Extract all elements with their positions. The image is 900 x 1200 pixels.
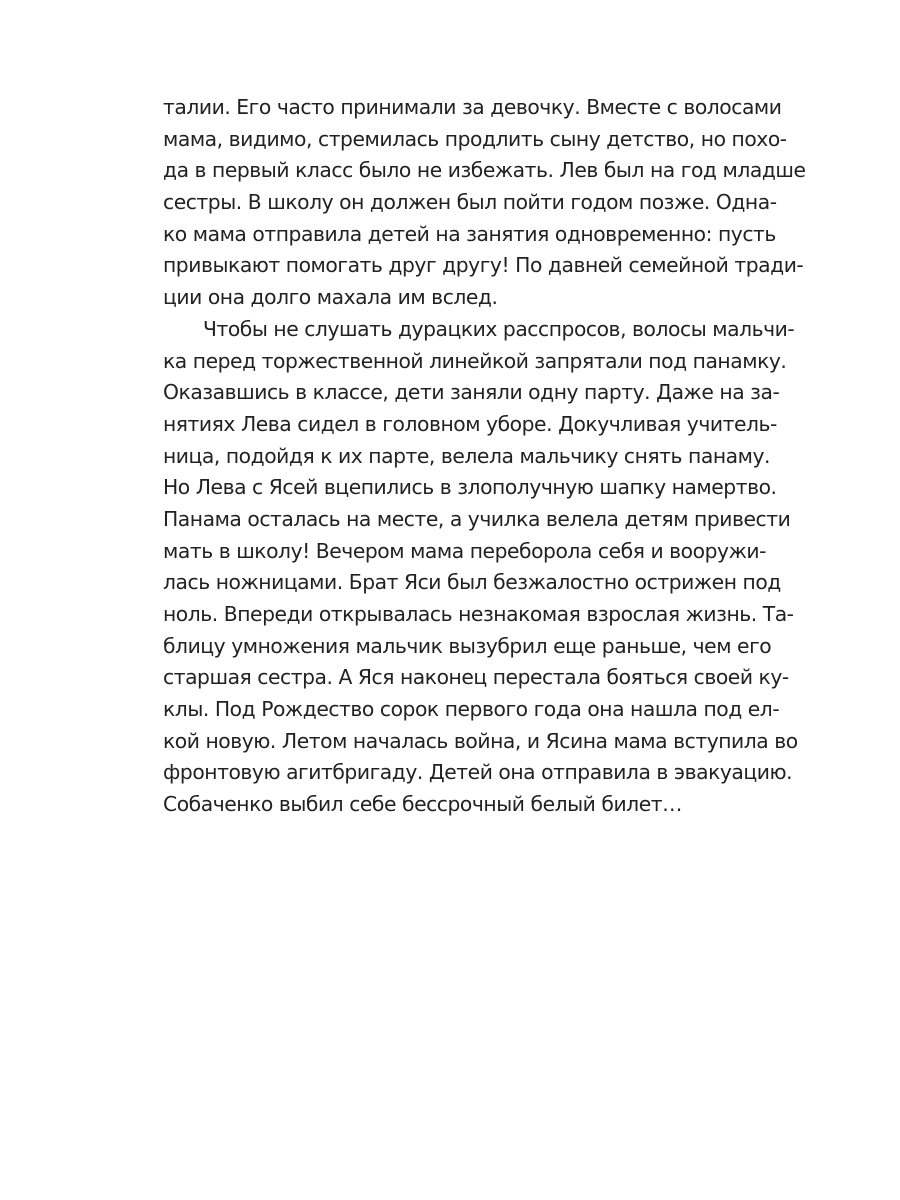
text-line: сестры. В школу он должен был пойти годом позже. Одна- (163, 190, 777, 215)
text-line: ка перед торжественной линейкой запрятали под панамку. (163, 348, 787, 373)
text-line: ко мама отправила детей на занятия одновременно: пусть (163, 221, 776, 246)
text-line: старшая сестра. А Яся наконец перестала бояться своей ку- (163, 665, 789, 690)
text-line: нятиях Лева сидел в головном уборе. Докучливая учитель- (163, 411, 777, 436)
text-line: блицу умножения мальчик вызубрил еще раньше, чем его (163, 633, 772, 658)
text-line: Панама осталась на месте, а училка велела детям привести (163, 506, 791, 531)
text-line: да в первый класс было не избежать. Лев был на год младше (163, 158, 806, 183)
text-line: мама, видимо, стремилась продлить сыну детство, но похо- (163, 126, 787, 151)
text-line: Собаченко выбил себе бессрочный белый билет… (163, 792, 682, 817)
paragraph-1 (163, 92, 806, 314)
text-line: Чтобы не слушать дурацких расспросов, волосы мальчи- (203, 316, 795, 341)
text-line: кой новую. Летом началась война, и Ясина мама вступила во (163, 728, 798, 753)
text-line: лась ножницами. Брат Яси был безжалостно острижен под (163, 570, 781, 595)
text-line: Но Лева с Ясей вцепились в злополучную шапку намертво. (163, 475, 777, 500)
body-text (163, 92, 806, 821)
text-line: ноль. Впереди открывалась незнакомая взрослая жизнь. Та- (163, 602, 794, 626)
text-line: привыкают помогать друг другу! По давней семейной тради- (163, 253, 804, 278)
text-line: талии. Его часто принимали за девочку. Вместе с волосами (163, 95, 782, 119)
text-line: мать в школу! Вечером мама переборола себя и вооружи- (163, 538, 766, 563)
text-line: Оказавшись в классе, дети заняли одну парту. Даже на за- (163, 380, 780, 405)
paragraph-2 (163, 314, 798, 821)
text-line: фронтовую агитбригаду. Детей она отправила в эвакуацию. (163, 760, 793, 785)
text-line: клы. Под Рождество сорок первого года она нашла под ел- (163, 697, 780, 722)
text-line: ница, подойдя к их парте, велела мальчику снять панаму. (163, 443, 771, 468)
text-line: ции она долго махала им вслед. (163, 285, 498, 310)
